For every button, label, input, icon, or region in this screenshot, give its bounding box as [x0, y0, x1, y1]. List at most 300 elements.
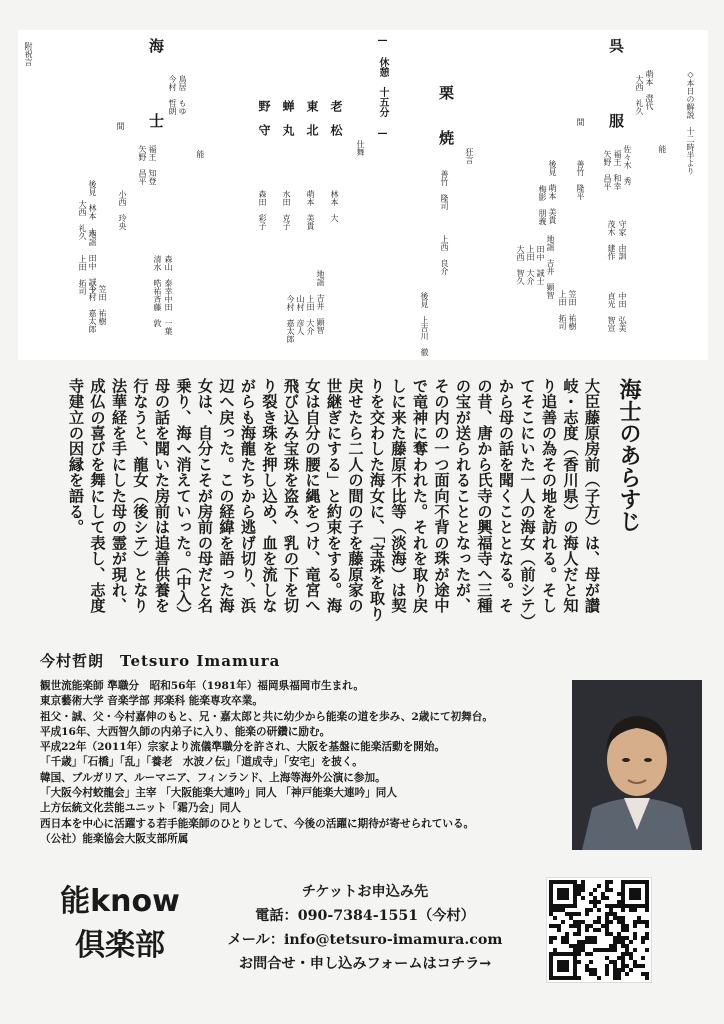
qr-module: [549, 972, 553, 976]
play-title-kureha: 呉 服: [607, 38, 625, 128]
qr-module: [565, 912, 569, 916]
qr-module: [645, 924, 649, 928]
qr-module: [573, 952, 577, 956]
qr-module: [565, 880, 569, 884]
qr-module: [565, 932, 569, 936]
qr-module: [593, 896, 597, 900]
qr-module: [629, 904, 633, 908]
qr-module: [589, 940, 593, 944]
qr-module: [629, 956, 633, 960]
bio-line: （公社）能楽協会大阪支部所属: [40, 832, 189, 845]
qr-module: [633, 892, 637, 896]
qr-module: [601, 948, 605, 952]
qr-module: [573, 948, 577, 952]
qr-module: [573, 924, 577, 928]
brand-line-2: 倶楽部: [75, 928, 165, 963]
performer-photo: [572, 680, 702, 850]
qr-module: [621, 924, 625, 928]
qr-module: [569, 880, 573, 884]
qr-module: [597, 900, 601, 904]
qr-module: [601, 896, 605, 900]
bio-line: 「大阪今村蛟龍会」主宰 「大阪能楽大連吟」同人 「神戸能楽大連吟」同人: [40, 787, 397, 800]
qr-module: [609, 888, 613, 892]
qr-module: [641, 956, 645, 960]
qr-module: [593, 904, 597, 908]
qr-module: [605, 968, 609, 972]
qr-module: [605, 972, 609, 976]
qr-module: [549, 976, 553, 980]
qr-module: [645, 936, 649, 940]
qr-module: [633, 924, 637, 928]
qr-module: [589, 892, 593, 896]
qr-module: [557, 952, 561, 956]
qr-module: [589, 936, 593, 940]
qr-module: [629, 888, 633, 892]
qr-module: [577, 944, 581, 948]
qr-module: [621, 880, 625, 884]
qr-module: [621, 916, 625, 920]
qr-module: [641, 920, 645, 924]
qr-module: [605, 916, 609, 920]
qr-module: [549, 960, 553, 964]
qr-module: [605, 904, 609, 908]
qr-module: [557, 904, 561, 908]
qr-module: [617, 904, 621, 908]
qr-module: [629, 952, 633, 956]
qr-module: [573, 912, 577, 916]
qr-module: [621, 940, 625, 944]
qr-module: [569, 904, 573, 908]
qr-module: [549, 900, 553, 904]
qr-module: [561, 936, 565, 940]
qr-module: [613, 904, 617, 908]
qr-module: [641, 940, 645, 944]
qr-module: [549, 892, 553, 896]
bio-line: 祖父・誠、父・今村嘉伸のもと、兄・嘉太郎と共に幼少から能楽の道を歩み、2歳にて初舞台。: [40, 710, 493, 723]
qr-module: [621, 944, 625, 948]
qr-module: [633, 948, 637, 952]
qr-module: [553, 924, 557, 928]
qr-module: [565, 960, 569, 964]
qr-module: [565, 936, 569, 940]
qr-module: [573, 904, 577, 908]
qr-module: [637, 888, 641, 892]
qr-module: [593, 948, 597, 952]
qr-module: [561, 960, 565, 964]
qr-module: [609, 960, 613, 964]
summary-text: 大臣藤原房前（子方）は、母が讃岐・志度（香川県）の海人だと知り追善の為その地を訪れる。そしてそこにいた一人の海女（前シテ）から母の話を聞くこととなる。その昔、唐から氏寺の興福寺へ三種の宝が送られることとなったが、その内の一つ面向不背の珠が途中で竜神に奪われた。それを取り戻しに来た藤原不比等（淡海）は契りを交わした海女に、「宝珠を取り戻せたら二人の間の子を藤原家の世継ぎにする」と約束をする。海女は自分の腰に縄をつけ、竜宮へ飛び込み宝珠を盗み、乳の下を切り裂き珠を押し込め、血を流しながらも海龍たちから逃げ切り、浜辺へ戻った。この経緯を語った海女は、自分こそが房前の母だと名乗り、海へ消えていった。（中入）母の話を聞いた房前は追善供養を行なうと、龍女（後シテ）となり法華経を手にした母の霊が現れ、成仏の喜びを舞にして表し、志度寺建立の因縁を語る。: [67, 378, 601, 622]
qr-module: [609, 948, 613, 952]
qr-module: [633, 888, 637, 892]
qr-module: [613, 968, 617, 972]
qr-module: [645, 892, 649, 896]
qr-module: [637, 892, 641, 896]
bio-line: 平成22年（2011年）宗家より流儀準職分を許され、大阪を基盤に能楽活動を開始。: [40, 741, 446, 754]
qr-module: [549, 936, 553, 940]
qr-module: [581, 888, 585, 892]
qr-module: [613, 960, 617, 964]
qr-module: [629, 880, 633, 884]
qr-module: [549, 968, 553, 972]
bio-line: 東京藝術大学 音楽学部 邦楽科 能楽専攻卒業。: [40, 695, 263, 708]
qr-module: [565, 964, 569, 968]
qr-module: [577, 920, 581, 924]
qr-module: [621, 892, 625, 896]
qr-module: [605, 924, 609, 928]
qr-module: [645, 908, 649, 912]
qr-module: [565, 968, 569, 972]
qr-module: [561, 976, 565, 980]
fushugen: 附祝言: [24, 42, 33, 66]
qr-module: [633, 880, 637, 884]
qr-module: [581, 948, 585, 952]
qr-module: [609, 912, 613, 916]
qr-module: [585, 908, 589, 912]
qr-module: [617, 940, 621, 944]
qr-module: [613, 944, 617, 948]
qr-module: [573, 920, 577, 924]
qr-module: [561, 964, 565, 968]
qr-module: [589, 924, 593, 928]
qr-module: [597, 948, 601, 952]
qr-module: [645, 920, 649, 924]
bio-line: 西日本を中心に活躍する若手能楽師のひとりとして、今後の活躍に期待が寄せられている。: [40, 817, 475, 830]
qr-module: [565, 888, 569, 892]
qr-module: [573, 932, 577, 936]
qr-module: [645, 948, 649, 952]
qr-module: [565, 976, 569, 980]
qr-module: [561, 908, 565, 912]
shimai-touboku: 東 北: [305, 100, 319, 136]
qr-module: [625, 936, 629, 940]
qr-module: [561, 888, 565, 892]
qr-module: [573, 976, 577, 980]
qr-module: [629, 892, 633, 896]
qr-module: [553, 976, 557, 980]
qr-module: [641, 964, 645, 968]
bio-line: 「千歳」「石橋」「乱」「養老 水波ノ伝」「道成寺」「安宅」を披く。: [40, 756, 363, 769]
qr-module: [585, 912, 589, 916]
qr-module: [633, 920, 637, 924]
qr-module: [569, 916, 573, 920]
qr-module: [553, 916, 557, 920]
qr-module: [621, 964, 625, 968]
qr-module: [549, 956, 553, 960]
qr-module: [589, 972, 593, 976]
qr-module: [617, 916, 621, 920]
qr-module: [573, 892, 577, 896]
qr-module: [609, 880, 613, 884]
qr-code[interactable]: [546, 877, 652, 983]
qr-module: [549, 908, 553, 912]
qr-module: [577, 928, 581, 932]
qr-module: [597, 928, 601, 932]
qr-module: [577, 940, 581, 944]
qr-module: [617, 976, 621, 980]
qr-module: [609, 944, 613, 948]
qr-module: [629, 968, 633, 972]
qr-module: [585, 924, 589, 928]
qr-module: [557, 880, 561, 884]
qr-module: [553, 904, 557, 908]
qr-module: [617, 892, 621, 896]
qr-module: [577, 924, 581, 928]
ticket-form-link[interactable]: お問合せ・申し込みフォームはコチラ→: [238, 956, 492, 972]
qr-module: [601, 892, 605, 896]
qr-module: [549, 880, 553, 884]
qr-module: [549, 884, 553, 888]
qr-module: [553, 880, 557, 884]
qr-module: [637, 920, 641, 924]
qr-module: [645, 880, 649, 884]
qr-module: [637, 964, 641, 968]
qr-module: [633, 904, 637, 908]
qr-module: [553, 936, 557, 940]
qr-module: [637, 896, 641, 900]
qr-module: [613, 948, 617, 952]
qr-module: [625, 928, 629, 932]
qr-module: [577, 892, 581, 896]
qr-module: [597, 920, 601, 924]
qr-module: [605, 964, 609, 968]
qr-module: [613, 976, 617, 980]
qr-module: [609, 920, 613, 924]
qr-module: [549, 896, 553, 900]
qr-module: [629, 908, 633, 912]
qr-module: [605, 928, 609, 932]
qr-module: [605, 884, 609, 888]
qr-module: [589, 960, 593, 964]
qr-module: [621, 884, 625, 888]
qr-module: [625, 952, 629, 956]
bio-lines: [40, 679, 570, 847]
qr-module: [561, 904, 565, 908]
qr-module: [593, 928, 597, 932]
qr-module: [565, 892, 569, 896]
qr-module: [617, 968, 621, 972]
qr-module: [621, 968, 625, 972]
qr-module: [613, 940, 617, 944]
qr-module: [625, 948, 629, 952]
qr-module: [617, 956, 621, 960]
qr-module: [605, 896, 609, 900]
ticket-email[interactable]: メール：info@tetsuro-imamura.com: [227, 932, 503, 948]
qr-module: [589, 900, 593, 904]
qr-module: [617, 972, 621, 976]
qr-module: [585, 928, 589, 932]
qr-module: [625, 924, 629, 928]
qr-module: [633, 936, 637, 940]
qr-module: [589, 908, 593, 912]
qr-module: [557, 908, 561, 912]
qr-module: [645, 896, 649, 900]
qr-module: [581, 944, 585, 948]
qr-module: [549, 924, 553, 928]
qr-module: [553, 948, 557, 952]
qr-module: [565, 896, 569, 900]
qr-module: [585, 952, 589, 956]
qr-module: [637, 904, 641, 908]
aikyogen-label: 間: [576, 118, 585, 126]
qr-module: [641, 904, 645, 908]
qr-module: [597, 884, 601, 888]
qr-module: [573, 900, 577, 904]
section-noh-label-ama: 能: [196, 150, 205, 158]
qr-module: [605, 888, 609, 892]
ticket-phone[interactable]: 電話：090-7384-1551（今村）: [255, 908, 475, 924]
qr-module: [573, 888, 577, 892]
qr-module: [549, 964, 553, 968]
intermission: — 休憩 十五分 —: [377, 35, 388, 139]
qr-module: [577, 960, 581, 964]
qr-module: [597, 908, 601, 912]
qr-module: [613, 936, 617, 940]
qr-module: [577, 948, 581, 952]
qr-module: [621, 928, 625, 932]
qr-module: [609, 932, 613, 936]
qr-module: [553, 952, 557, 956]
qr-module: [557, 892, 561, 896]
play-title-ama: 海 士: [147, 38, 165, 128]
qr-module: [601, 924, 605, 928]
qr-module: [581, 940, 585, 944]
qr-module: [625, 880, 629, 884]
qr-module: [593, 920, 597, 924]
qr-module: [645, 976, 649, 980]
qr-module: [613, 916, 617, 920]
kyogen-label: 狂言: [465, 148, 474, 164]
performer-bio: [40, 650, 570, 847]
bio-line: 観世流能楽師 準職分 昭和56年（1981年）福岡県福岡市生まれ。: [40, 680, 364, 692]
qr-module: [569, 912, 573, 916]
qr-module: [645, 904, 649, 908]
qr-module: [561, 896, 565, 900]
qr-module: [637, 916, 641, 920]
qr-module: [549, 912, 553, 916]
summary-title: 海士のあらすじ: [616, 378, 642, 532]
qr-module: [625, 944, 629, 948]
qr-module: [589, 952, 593, 956]
qr-module: [589, 968, 593, 972]
qr-code-icon: [547, 878, 651, 982]
qr-module: [605, 920, 609, 924]
qr-module: [565, 940, 569, 944]
qr-module: [577, 976, 581, 980]
qr-module: [561, 892, 565, 896]
qr-module: [593, 972, 597, 976]
qr-module: [593, 900, 597, 904]
qr-module: [557, 976, 561, 980]
qr-module: [597, 916, 601, 920]
qr-module: [621, 952, 625, 956]
qr-module: [573, 944, 577, 948]
qr-module: [633, 960, 637, 964]
qr-module: [577, 932, 581, 936]
qr-module: [597, 976, 601, 980]
qr-module: [565, 904, 569, 908]
qr-module: [617, 900, 621, 904]
qr-module: [633, 964, 637, 968]
qr-module: [605, 880, 609, 884]
qr-module: [561, 968, 565, 972]
qr-module: [573, 960, 577, 964]
qr-module: [561, 952, 565, 956]
qr-module: [557, 964, 561, 968]
qr-module: [621, 936, 625, 940]
qr-module: [641, 972, 645, 976]
qr-module: [605, 912, 609, 916]
qr-module: [573, 896, 577, 900]
qr-module: [645, 900, 649, 904]
performer-name: 今村哲朗 Tetsuro Imamura: [40, 652, 281, 670]
aikyogen-label-ama: 間: [116, 122, 125, 130]
qr-module: [617, 920, 621, 924]
qr-module: [621, 900, 625, 904]
qr-module: [593, 940, 597, 944]
qr-module: [585, 936, 589, 940]
qr-module: [557, 888, 561, 892]
qr-module: [641, 880, 645, 884]
qr-module: [581, 896, 585, 900]
qr-module: [613, 972, 617, 976]
qr-module: [561, 880, 565, 884]
qr-module: [625, 964, 629, 968]
shimai-label: 仕舞: [356, 140, 365, 156]
qr-module: [609, 904, 613, 908]
bio-line: 平成16年、大西智久師の内弟子に入り、能楽の研鑽に励む。: [40, 725, 331, 738]
shimai-semimaru: 蝉 丸: [281, 100, 295, 136]
qr-module: [573, 968, 577, 972]
qr-module: [641, 936, 645, 940]
section-noh-label: 能: [658, 145, 667, 153]
qr-module: [573, 964, 577, 968]
play-title-kurikuri: 栗 焼: [437, 85, 455, 145]
qr-module: [549, 940, 553, 944]
qr-module: [585, 968, 589, 972]
ticket-heading: チケットお申込み先: [301, 884, 429, 900]
qr-module: [573, 956, 577, 960]
qr-module: [621, 888, 625, 892]
qr-module: [577, 952, 581, 956]
qr-module: [617, 936, 621, 940]
qr-module: [621, 920, 625, 924]
qr-module: [581, 884, 585, 888]
qr-module: [557, 968, 561, 972]
qr-module: [549, 952, 553, 956]
qr-module: [577, 912, 581, 916]
qr-module: [621, 904, 625, 908]
qr-module: [557, 928, 561, 932]
qr-module: [605, 932, 609, 936]
qr-module: [565, 952, 569, 956]
qr-module: [549, 904, 553, 908]
qr-module: [557, 896, 561, 900]
brand-logo: [40, 880, 200, 968]
qr-module: [617, 932, 621, 936]
brand-line-1: 能know: [60, 884, 180, 919]
qr-module: [613, 912, 617, 916]
qr-module: [561, 940, 565, 944]
qr-module: [585, 940, 589, 944]
qr-module: [557, 960, 561, 964]
qr-module: [557, 924, 561, 928]
qr-module: [593, 936, 597, 940]
day-info: ◇本日の解説 十二時半より: [686, 70, 695, 175]
qr-module: [629, 940, 633, 944]
bio-line: 上方伝統文化芸能ユニット「霜乃会」同人: [40, 802, 241, 815]
qr-module: [613, 964, 617, 968]
qr-module: [629, 896, 633, 900]
